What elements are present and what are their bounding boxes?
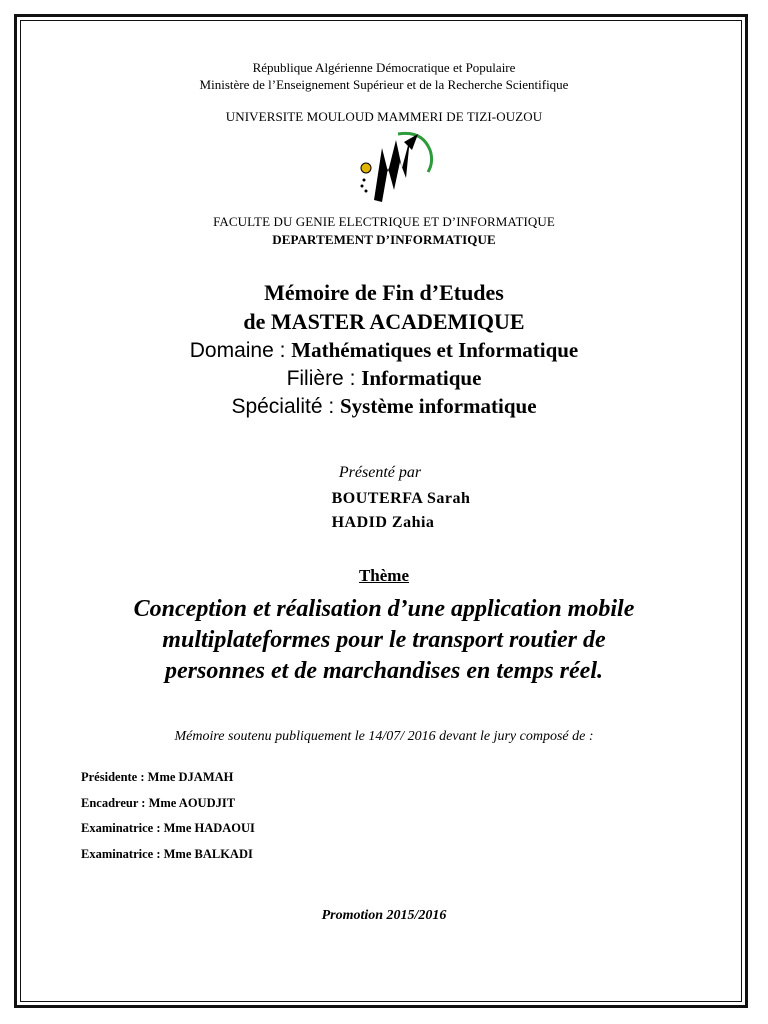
memoire-title-line2: de MASTER ACADEMIQUE <box>243 309 525 334</box>
author-1: BOUTERFA Sarah <box>331 490 471 507</box>
domaine-label: Domaine : <box>189 339 292 362</box>
university-logo <box>352 128 436 208</box>
department-name: DEPARTEMENT D’INFORMATIQUE <box>272 232 496 247</box>
ministry-line: Ministère de l’Enseignement Supérieur et de la Recherche Scientifique <box>199 77 569 92</box>
jury-examiner-2: Examinatrice : Mme BALKADI <box>81 847 253 861</box>
university-logo-icon <box>352 128 436 208</box>
theme-line3: personnes et de marchandises en temps réel. <box>165 658 603 684</box>
theme-heading: Thème <box>358 566 410 585</box>
domaine-line <box>0 338 768 363</box>
republic-line: République Algérienne Démocratique et Populaire <box>252 60 516 75</box>
filiere-value: Informatique <box>361 366 482 390</box>
logo-black-flag <box>404 134 418 150</box>
specialite-value: Système informatique <box>340 394 537 418</box>
theme-line2: multiplateformes pour le transport routier de <box>162 627 606 653</box>
jury-president: Présidente : Mme DJAMAH <box>81 770 234 784</box>
specialite-label: Spécialité : <box>231 395 340 418</box>
promotion-year: Promotion 2015/2016 <box>321 908 447 923</box>
university-name: UNIVERSITE MOULOUD MAMMERI DE TIZI-OUZOU <box>225 109 543 124</box>
defense-statement: Mémoire soutenu publiquement le 14/07/ 2016 devant le jury composé de : <box>174 729 594 744</box>
filiere-line <box>0 366 768 391</box>
domaine-value: Mathématiques et Informatique <box>291 338 579 362</box>
theme-line1: Conception et réalisation d’une application mobile <box>133 596 635 622</box>
faculty-name: FACULTE DU GENIE ELECTRIQUE ET D’INFORMATIQUE <box>213 214 555 229</box>
memoire-title-line1: Mémoire de Fin d’Etudes <box>264 280 504 305</box>
logo-yellow-dot <box>361 163 371 173</box>
presented-by-label: Présenté par <box>338 464 422 481</box>
author-2: HADID Zahia <box>331 514 435 531</box>
jury-examiner-1: Examinatrice : Mme HADAOUI <box>81 821 255 835</box>
logo-black-shape <box>374 138 410 202</box>
specialite-line <box>0 394 768 419</box>
filiere-label: Filière : <box>286 367 362 390</box>
jury-supervisor: Encadreur : Mme AOUDJIT <box>81 796 236 810</box>
